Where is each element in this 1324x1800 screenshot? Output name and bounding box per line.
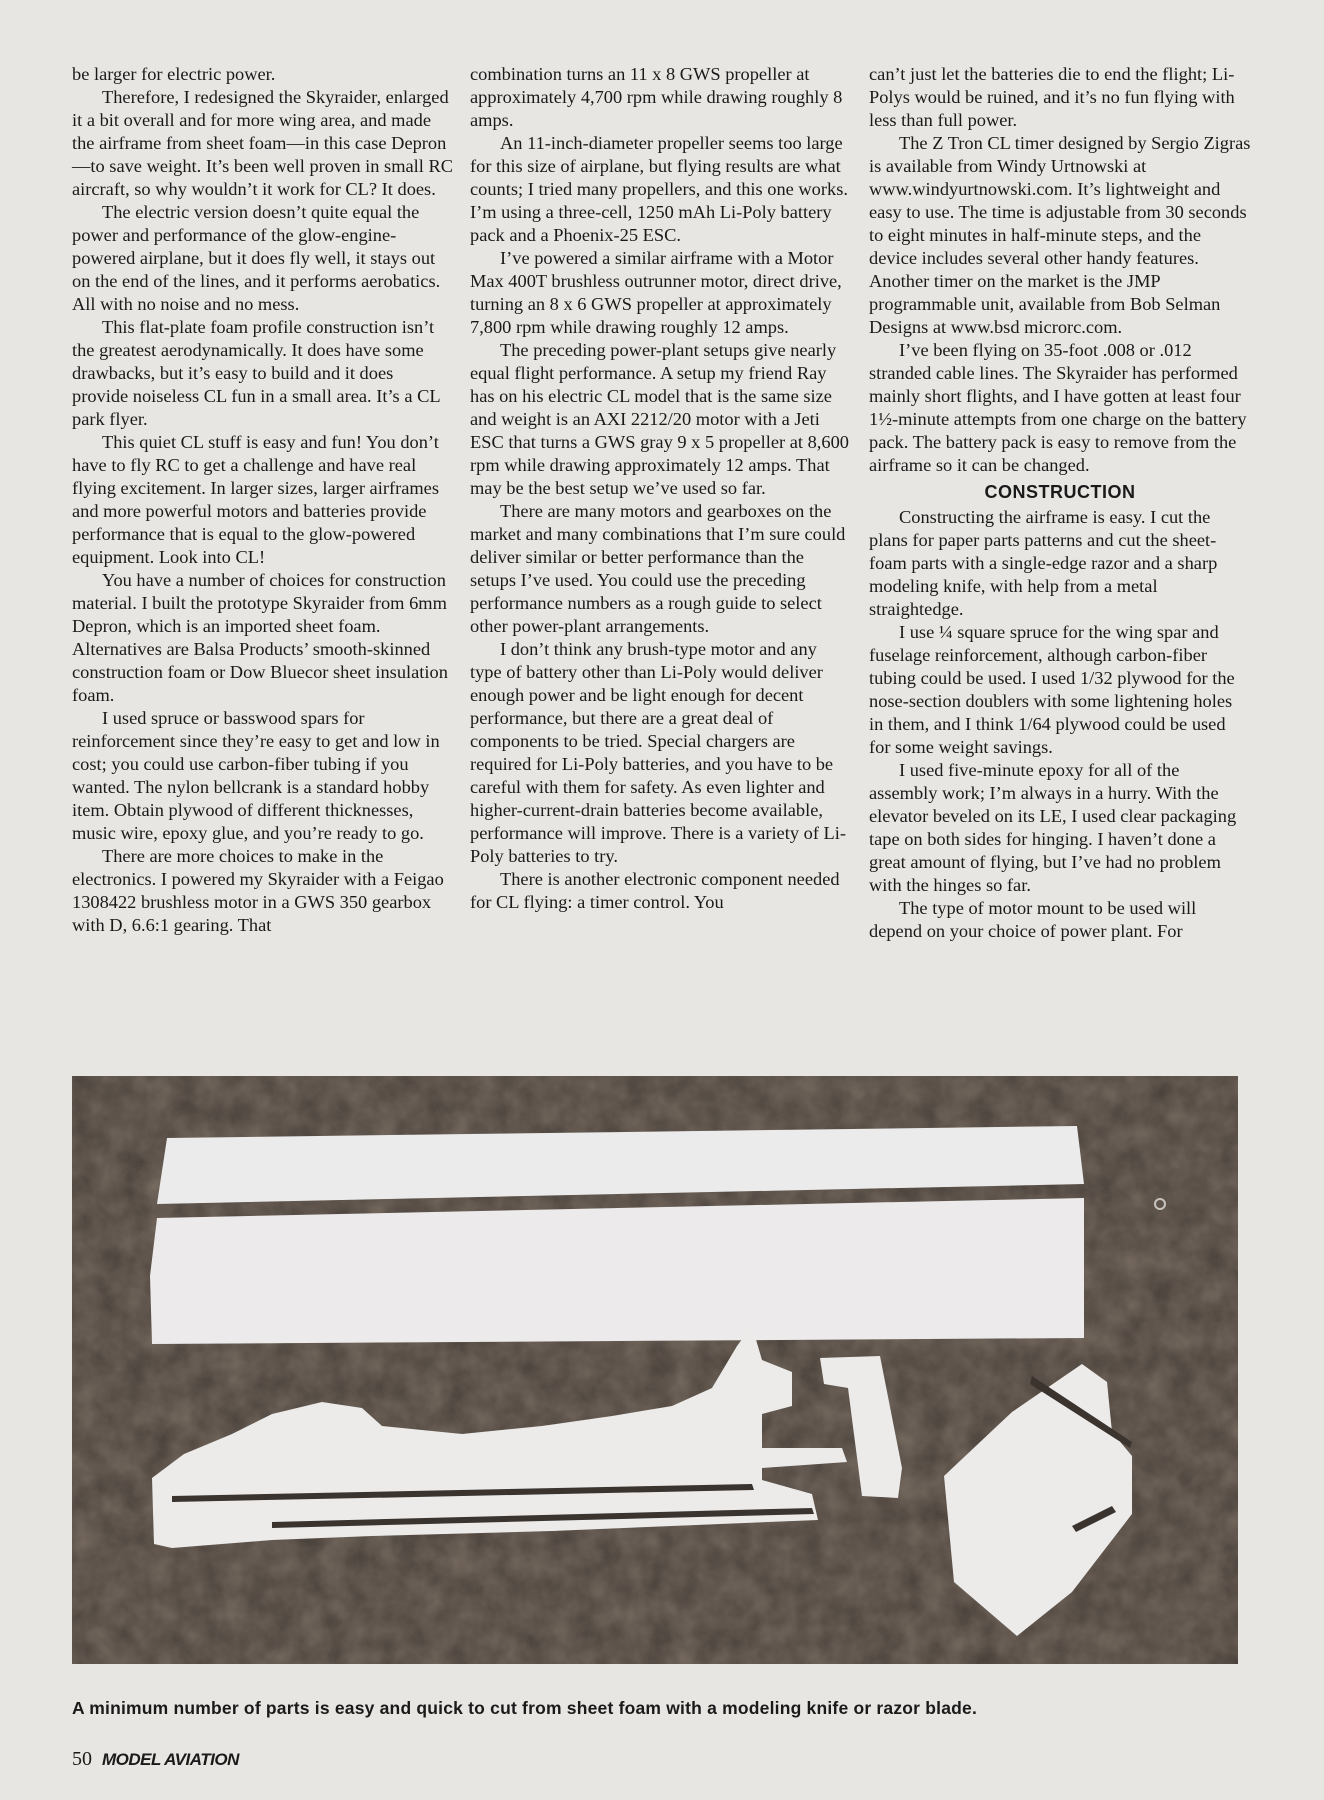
article-column-3-top: [869, 63, 1251, 477]
section-heading-construction: CONSTRUCTION: [984, 482, 1136, 502]
paragraph: There are more choices to make in the electronics. I powered my Skyraider with a Feigao 1308422 brushless motor in a GWS 350 gearbox with D, 6.6:1 gearing. That: [72, 846, 444, 935]
paragraph: The electric version doesn’t quite equal the power and performance of the glow-engine-powered airplane, but it does fly well, it stays out on the end of the lines, and it performs aerobatics. All with no noise and no mess.: [72, 202, 441, 314]
paragraph: I use ¼ square spruce for the wing spar and fuselage reinforcement, although carbon-fiber tubing could be used. I used 1/32 plywood for the nose-section doublers with some lightening holes in them, and I think 1/64 plywood could be used for some weight savings.: [869, 622, 1235, 757]
paragraph: There is another electronic component needed for CL flying: a timer control. You: [470, 869, 840, 912]
article-column-3: [869, 63, 1251, 943]
article-column-3-bottom: [869, 506, 1251, 943]
paragraph: An 11-inch-diameter propeller seems too large for this size of airplane, but flying results are what counts; I tried many propellers, and this one works. I’m using a three-cell, 1250 mAh Li-Poly battery pack and a Phoenix-25 ESC.: [470, 133, 848, 245]
wing-part-bottom: [150, 1198, 1084, 1344]
paragraph: There are many motors and gearboxes on the market and many combinations that I’m sure could deliver similar or better performance than the setups I’ve used. You could use the preceding performance numbers as a rough guide to select other power-plant arrangements.: [470, 501, 846, 636]
paragraph: Constructing the airframe is easy. I cut the plans for paper parts patterns and cut the sheet-foam parts with a single-edge razor and a sharp modeling knife, with help from a metal straightedge.: [869, 507, 1218, 619]
paragraph: This quiet CL stuff is easy and fun! You don’t have to fly RC to get a challenge and have real flying excitement. In larger sizes, larger airframes and more powerful motors and batteries provide performance that is equal to the glow-powered equipment. Look into CL!: [72, 432, 439, 567]
paragraph: I used spruce or basswood spars for reinforcement since they’re easy to get and low in cost; you could use carbon-fiber tubing if you wanted. The nylon bellcrank is a standard hobby item. Obtain plywood of different thicknesses, music wire, epoxy glue, and you’re ready to go.: [72, 708, 440, 843]
page-footer: [72, 1748, 239, 1771]
photo-caption: A minimum number of parts is easy and quick to cut from sheet foam with a modeling knife or razor blade.: [72, 1698, 978, 1718]
paragraph: I’ve powered a similar airframe with a Motor Max 400T brushless outrunner motor, direct drive, turning an 8 x 6 GWS propeller at approximately 7,800 rpm while drawing roughly 12 amps.: [470, 248, 842, 337]
paragraph: This flat-plate foam profile construction isn’t the greatest aerodynamically. It does have some drawbacks, but it’s easy to build and it does provide noiseless CL fun in a small area. It’s a CL park flyer.: [72, 317, 440, 429]
article-column-1: [72, 63, 454, 937]
page-number: 50: [72, 1748, 92, 1770]
paragraph: can’t just let the batteries die to end the flight; Li-Polys would be ruined, and it’s no fun flying with less than full power.: [869, 64, 1235, 130]
paragraph: Therefore, I redesigned the Skyraider, enlarged it a bit overall and for more wing area, and made the airframe from sheet foam—in this case Depron—to save weight. It’s been well proven in small RC aircraft, so why wouldn’t it work for CL? It does.: [72, 87, 454, 199]
paragraph: The type of motor mount to be used will depend on your choice of power plant. For: [869, 898, 1197, 941]
paragraph: The Z Tron CL timer designed by Sergio Zigras is available from Windy Urtnowski at www.windyurtnowski.com. It’s lightweight and easy to use. The time is adjustable from 30 seconds to eight minutes in half-minute steps, and the device includes several other handy features. Another timer on the market is the JMP programmable unit, available from Bob Selman Designs at www.bsd microrc.com.: [869, 133, 1251, 337]
paragraph: be larger for electric power.: [72, 64, 276, 84]
paragraph: The preceding power-plant setups give nearly equal flight performance. A setup my friend Ray has on his electric CL model that is the same size and weight is an AXI 2212/20 motor with a Jeti ESC that turns a GWS gray 9 x 5 propeller at 8,600 rpm while drawing approximately 12 amps. That may be the best setup we’ve used so far.: [470, 340, 849, 498]
paragraph: I don’t think any brush-type motor and any type of battery other than Li-Poly would deliver enough power and be light enough for decent performance, but there are a great deal of components to be tried. Special chargers are required for Li-Poly batteries, and you have to be careful with them for safety. As even lighter and higher-current-drain batteries become available, performance will improve. There is a variety of Li-Poly batteries to try.: [470, 639, 847, 866]
paragraph: I used five-minute epoxy for all of the assembly work; I’m always in a hurry. With the elevator beveled on its LE, I used clear packaging tape on both sides for hinging. I haven’t done a great amount of flying, but I’ve had no problem with the hinges so far.: [869, 760, 1237, 895]
foam-parts-photo: [72, 1076, 1238, 1664]
article-column-2: [470, 63, 852, 914]
magazine-name: MODEL AVIATION: [102, 1750, 239, 1769]
paragraph: I’ve been flying on 35-foot .008 or .012 stranded cable lines. The Skyraider has performed mainly short flights, and I have gotten at least four 1½-minute attempts from one charge on the battery pack. The battery pack is easy to remove from the airframe so it can be changed.: [869, 340, 1247, 475]
paragraph: You have a number of choices for construction material. I built the prototype Skyraider from 6mm Depron, which is an imported sheet foam. Alternatives are Balsa Products’ smooth-skinned construction foam or Dow Bluecor sheet insulation foam.: [72, 570, 448, 705]
paragraph: combination turns an 11 x 8 GWS propeller at approximately 4,700 rpm while drawing roughly 8 amps.: [470, 64, 843, 130]
